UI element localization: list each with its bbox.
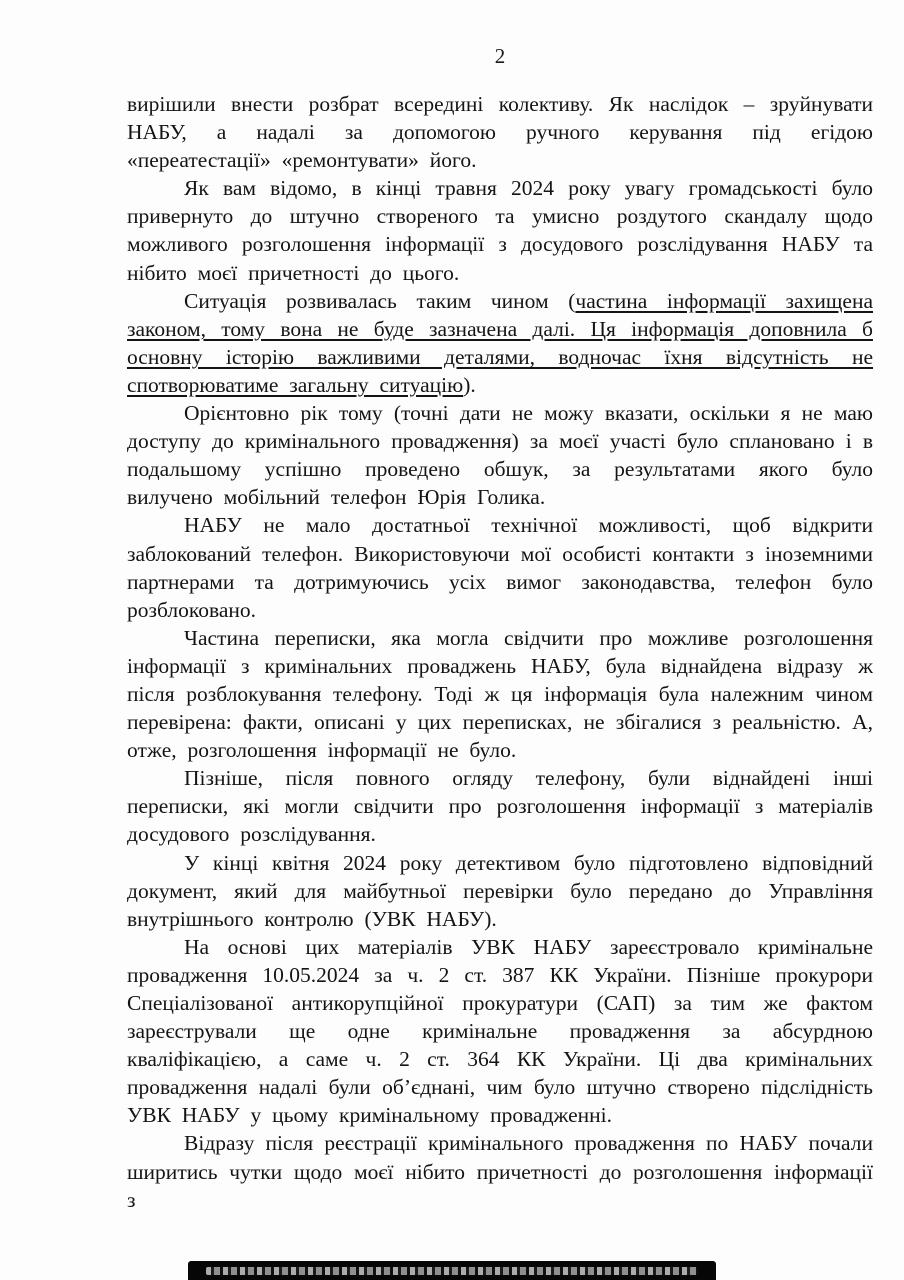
paragraph-cutoff: Відразу після реєстрації кримінального провадження по НАБУ почали ширитись чутки щодо моєї нібито причетності до розголошення інформації з xyxy=(127,1131,873,1212)
paragraph-suffix: ). xyxy=(463,372,476,397)
document-body xyxy=(127,90,873,1214)
paragraph-with-underline xyxy=(127,287,873,399)
paragraph: Орієнтовно рік тому (точні дати не можу вказати, оскільки я не маю доступу до кримінального провадження) за моєї участі було сплановано і в подальшому успішно проведено обшук, за результатами якого було вилучено мобільний телефон Юрія Голика. xyxy=(127,401,873,510)
paragraph: У кінці квітня 2024 року детективом було підготовлено відповідний документ, який для майбутньої перевірки було передано до Управління внутрішнього контролю (УВК НАБУ). xyxy=(127,850,873,931)
bottom-caption-bar xyxy=(188,1261,716,1280)
caption-text-smudge xyxy=(206,1267,698,1275)
paragraph: Як вам відомо, в кінці травня 2024 року увагу громадськості було привернуто до штучно створеного та умисно роздутого скандалу щодо можливого розголошення інформації з досудового розслідування НАБУ та нібито моєї причетності до цього. xyxy=(127,176,873,285)
paragraph-continuation: вирішили внести розбрат всередині колективу. Як наслідок – зруйнувати НАБУ, а надалі за допомогою ручного керування під егідою «переатестації» «ремонтувати» його. xyxy=(127,92,873,173)
paragraph: На основі цих матеріалів УВК НАБУ зареєстровало кримінальне провадження 10.05.2024 за ч. 2 ст. 387 КК України. Пізніше прокурори Спеціалізованої антикорупційної прокуратури (САП) за тим же фактом зареєстрували ще одне кримінальне провадження за абсурдною кваліфікацією, а саме ч. 2 ст. 364 КК України. Ці два кримінальних провадження надалі були об’єднані, чим було штучно створено підслідність УВК НАБУ у цьому кримінальному провадженні. xyxy=(127,934,873,1128)
paragraph: НАБУ не мало достатньої технічної можливості, щоб відкрити заблокований телефон. Використовуючи мої особисті контакти з іноземними партнерами та дотримуючись усіх вимог законодавства, телефон було розблоковано. xyxy=(127,513,873,622)
paragraph: Частина переписки, яка могла свідчити про можливе розголошення інформації з кримінальних проваджень НАБУ, була віднайдена відразу ж після розблокування телефону. Тоді ж ця інформація була належним чином перевірена: факти, описані у цих переписках, не збігалися з реальністю. А, отже, розголошення інформації не було. xyxy=(127,625,873,763)
paragraph-prefix: Ситуація розвивалась таким чином ( xyxy=(184,288,576,313)
page-number: 2 xyxy=(494,44,506,68)
paragraph: Пізніше, після повного огляду телефону, були віднайдені інші переписки, які могли свідчити про розголошення інформації з матеріалів досудового розслідування. xyxy=(127,766,873,847)
underlined-passage: частина інформації захищена законом, тому вона не буде зазначена далі. Ця інформація доповнила б основну історію важливими деталями, водночас їхня відсутність не спотворюватиме загальну ситуацію xyxy=(127,288,873,397)
